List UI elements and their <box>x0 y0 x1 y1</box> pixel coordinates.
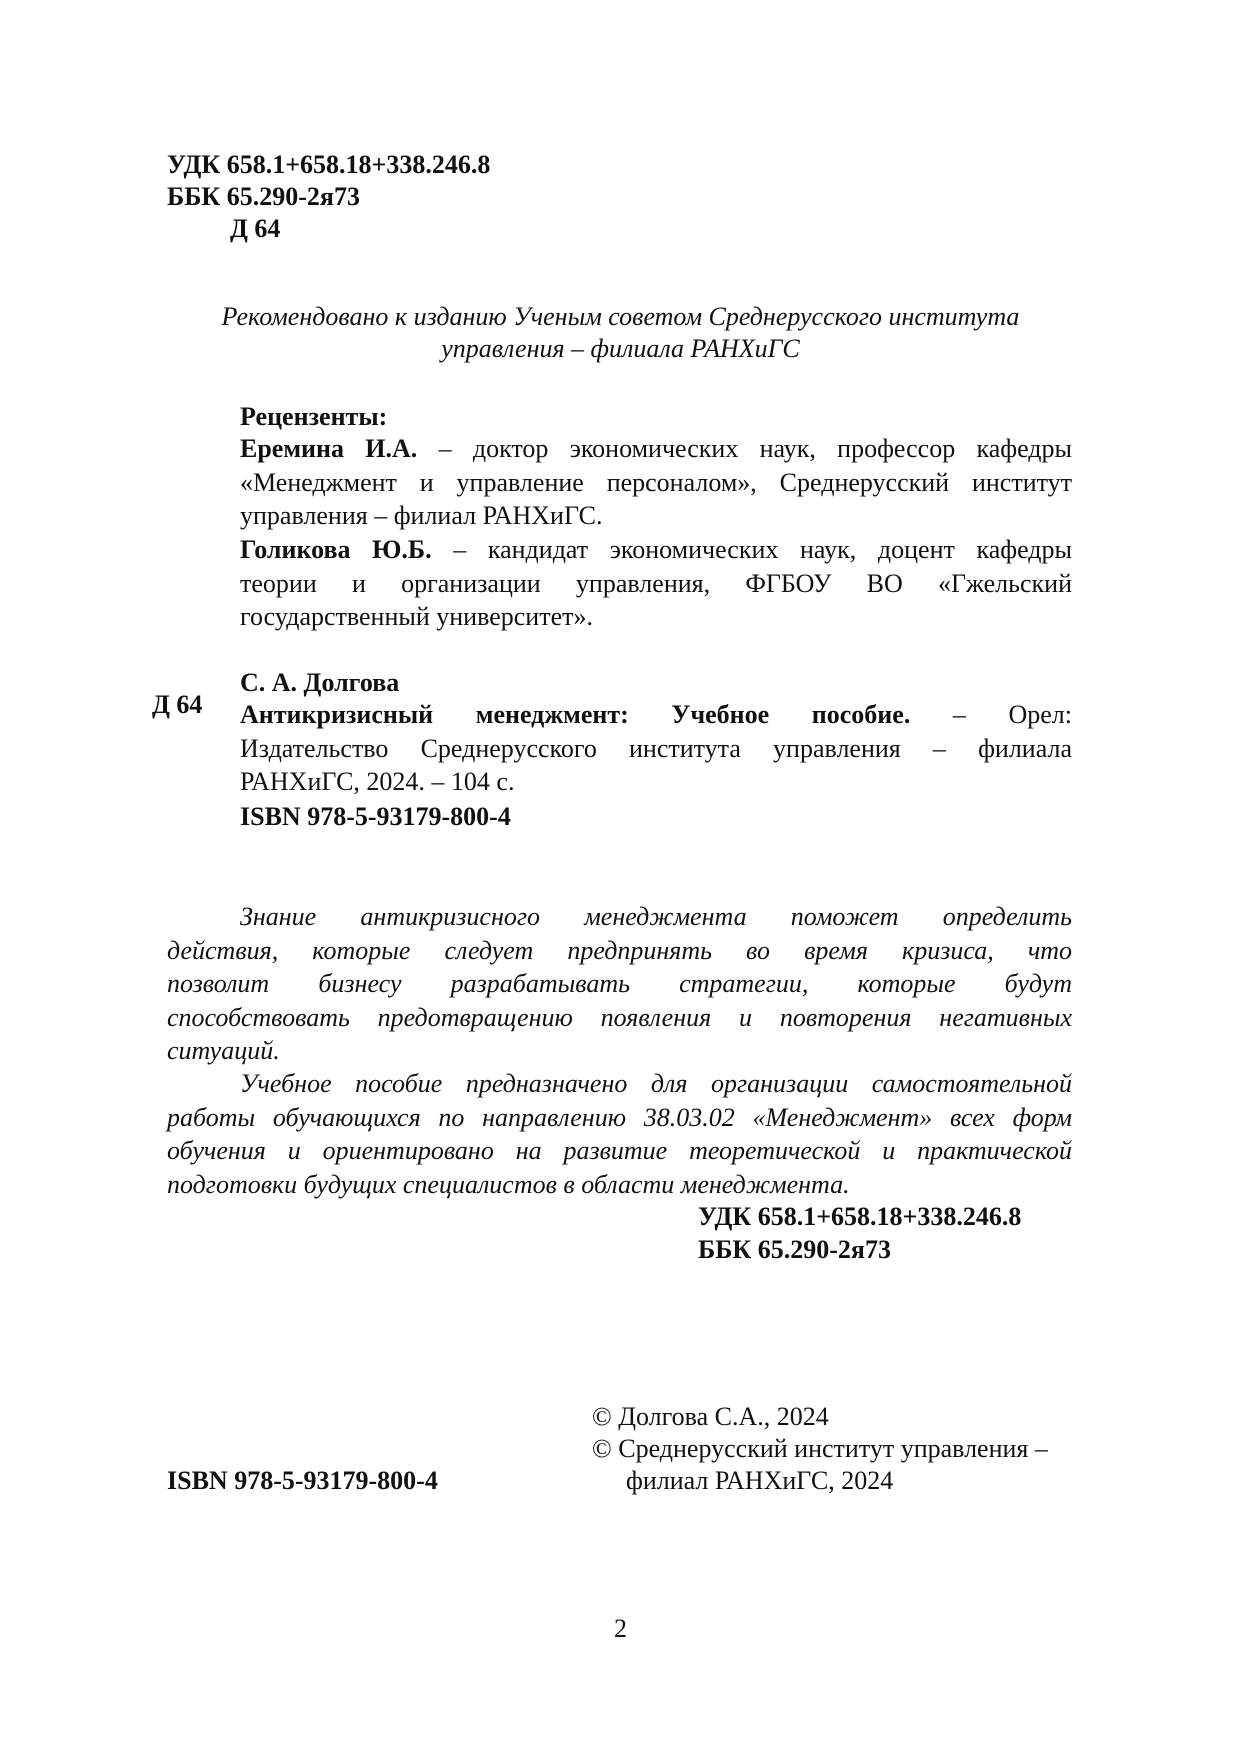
citation-title: Антикризисный менеджмент: Учебное пособие. <box>240 700 911 729</box>
bbk-code: ББК 65.290-2я73 <box>167 182 360 211</box>
abstract-p2-line-2: работы обучающихся по направлению 38.03.02 «Менеджмент» всех форм <box>167 1102 1072 1132</box>
reviewer-1 <box>240 432 1072 533</box>
abstract-p2-line-3: обучения и ориентировано на развитие теоретической и практической <box>167 1136 1072 1165</box>
copyright-institute-cont: филиал РАНХиГС, 2024 <box>626 1466 894 1495</box>
abstract-paragraph-1 <box>167 900 1072 1068</box>
reviewers-heading: Рецензенты: <box>240 402 388 431</box>
abstract-p2-line-1: Учебное пособие предназначено для организации самостоятельной <box>240 1069 1072 1098</box>
citation-publisher-city: – Орел: <box>910 700 1072 729</box>
bottom-isbn: ISBN 978-5-93179-800-4 <box>167 1466 438 1495</box>
citation-mark: Д 64 <box>152 690 203 719</box>
abstract-p1-line-3: позволит бизнесу разрабатывать стратегии, которые будут <box>167 969 1072 998</box>
abstract-p1-line-2: действия, которые следует предпринять во время кризиса, что <box>167 935 1072 965</box>
reviewer-2-desc: – кандидат экономических наук, доцент кафедры <box>431 535 1072 564</box>
citation-body <box>240 698 1072 799</box>
citation-author: С. А. Долгова <box>240 668 400 697</box>
abstract-paragraph-2 <box>167 1067 1072 1201</box>
reviewer-1-name: Еремина И.А. <box>240 434 418 463</box>
citation-isbn: ISBN 978-5-93179-800-4 <box>240 802 511 831</box>
bottom-udk-code: УДК 658.1+658.18+338.246.8 <box>698 1202 1022 1231</box>
reviewer-1-line-2: «Менеджмент и управление персоналом», Среднерусский институт <box>240 467 1072 497</box>
reviewer-2-name: Голикова Ю.Б. <box>240 535 432 564</box>
reviewer-1-line-3: управления – филиал РАНХиГС. <box>240 501 603 530</box>
citation-line-2: Издательство Среднерусского института управления – филиала <box>240 733 1072 763</box>
udk-code: УДК 658.1+658.18+338.246.8 <box>167 150 491 179</box>
abstract-p2-line-4: подготовки будущих специалистов в области менеджмента. <box>167 1169 850 1199</box>
citation-line-3: РАНХиГС, 2024. – 104 с. <box>240 767 515 796</box>
reviewer-2-line-3: государственный университет». <box>240 602 593 631</box>
abstract-p1-line-5: ситуаций. <box>167 1036 280 1065</box>
copyright-institute: © Среднерусский институт управления – <box>592 1434 1048 1463</box>
abstract-p1-line-1: Знание антикризисного менеджмента поможет определить <box>240 902 1072 931</box>
copyright-author: © Долгова С.А., 2024 <box>592 1402 829 1431</box>
abstract-p1-line-4: способствовать предотвращению появления и повторения негативных <box>167 1002 1072 1032</box>
reviewer-2-line-2: теории и организации управления, ФГБОУ ВО «Гжельский <box>240 568 1072 598</box>
author-mark: Д 64 <box>230 214 281 243</box>
bottom-bbk-code: ББК 65.290-2я73 <box>698 1235 891 1264</box>
reviewer-2 <box>240 533 1072 634</box>
recommendation-line-2: управления – филиала РАНХиГС <box>441 334 800 363</box>
reviewer-1-desc: – доктор экономических наук, профессор кафедры <box>417 434 1072 463</box>
page-number: 2 <box>614 1614 627 1643</box>
recommendation-line-1: Рекомендовано к изданию Ученым советом Среднерусского института <box>221 302 1020 331</box>
